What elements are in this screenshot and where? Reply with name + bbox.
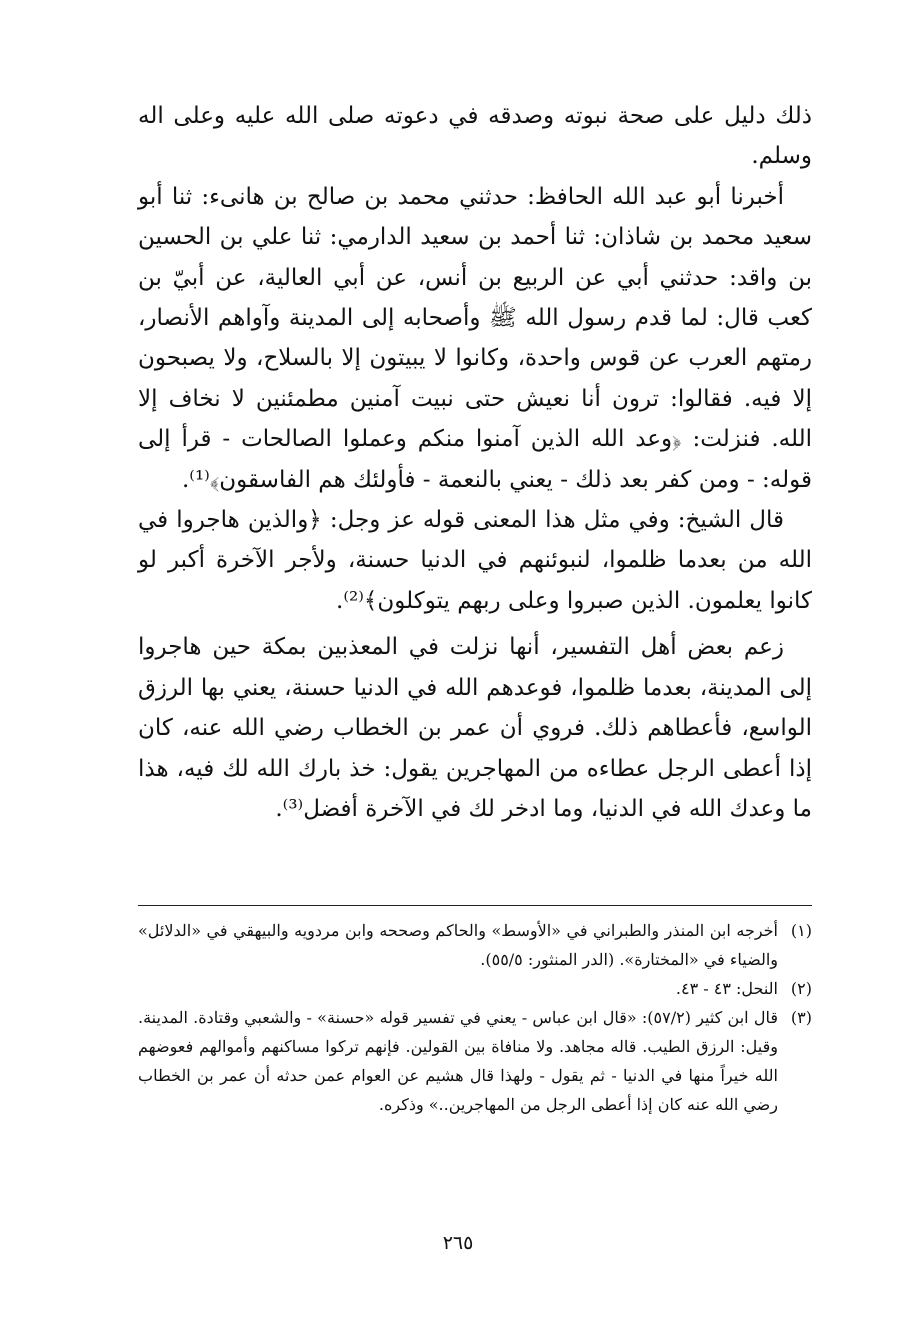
footnote-text: قال ابن كثير (٥٧/٢): «قال ابن عباس - يعني في تفسير قوله «حسنة» - والشعبي وقتادة. المدينة. وقيل: الرزق الطيب. قاله مجاهد. ولا منافاة بين القولين. فإنهم تركوا مساكنهم وأموالهم فعوضهم الله خيراً منها في الدنيا - ثم يقول - ولهذا قال هشيم عن العوام عمن حدثه أن عمر بن الخطاب رضي الله عنه كان إذا أعطى الرجل من المهاجرين..» وذكره. xyxy=(138,1008,779,1114)
footnotes xyxy=(138,916,812,1119)
footnote-3 xyxy=(138,1003,812,1119)
footnote-divider xyxy=(138,905,812,906)
page-number: ٢٦٥ xyxy=(442,1232,474,1254)
footnote-1 xyxy=(138,916,812,974)
footnote-number: (١) xyxy=(790,921,812,940)
footnote-text: النحل: ٤٣ - ٤٣. xyxy=(675,979,778,998)
paragraph-4: زعم بعض أهل التفسير، أنها نزلت في المعذبين بمكة حين هاجروا إلى المدينة، بعدما ظلموا، فوعدهم الله في الدنيا حسنة، يعني بها الرزق الواسع، فأعطاهم ذلك. فروي أن عمر بن الخطاب رضي الله عنه، كان إذا أعطى الرجل عطاءه من المهاجرين يقول: خذ بارك الله لك فيه، هذا ما وعدك الله في الدنيا، وما ادخر لك في الآخرة أفضل⁽³⁾. xyxy=(138,634,812,822)
footnote-text: أخرجه ابن المنذر والطبراني في «الأوسط» والحاكم وصححه وابن مردويه والبيهقي في «الدلائل» والضياء في «المختارة». (الدر المنثور: ٥٥/٥). xyxy=(138,921,778,969)
footnote-number: (٢) xyxy=(790,979,812,998)
footnote-number: (٣) xyxy=(790,1008,812,1027)
paragraph-1: ذلك دليل على صحة نبوته وصدقه في دعوته صلى الله عليه وعلى اله وسلم. xyxy=(138,103,812,170)
paragraph-3: قال الشيخ: وفي مثل هذا المعنى قوله عز وجل: ﴿والذين هاجروا في الله من بعدما ظلموا، لنبوئنهم في الدنيا حسنة، ولأجر الآخرة أكبر لو كانوا يعلمون. الذين صبروا وعلى ربهم يتوكلون﴾⁽²⁾. xyxy=(138,507,812,614)
main-text xyxy=(138,96,812,829)
paragraph-2: أخبرنا أبو عبد الله الحافظ: حدثني محمد بن صالح بن هانىء: ثنا أبو سعيد محمد بن شاذان: ثنا أحمد بن سعيد الدارمي: ثنا علي بن الحسين بن واقد: حدثني أبي عن الربيع بن أنس، عن أبي العالية، عن أبيّ بن كعب قال: لما قدم رسول الله ﷺ وأصحابه إلى المدينة وآواهم الأنصار، رمتهم العرب عن قوس واحدة، وكانوا لا يبيتون إلا بالسلاح، ولا يصبحون إلا فيه. فقالوا: ترون أنا نعيش حتى نبيت آمنين مطمئنين لا نخاف إلا الله. فنزلت: ﴿وعد الله الذين آمنوا منكم وعملوا الصالحات - قرأ إلى قوله: - ومن كفر بعد ذلك - يعني بالنعمة - فأولئك هم الفاسقون﴾⁽¹⁾. xyxy=(138,183,812,493)
footnote-2 xyxy=(138,974,812,1003)
